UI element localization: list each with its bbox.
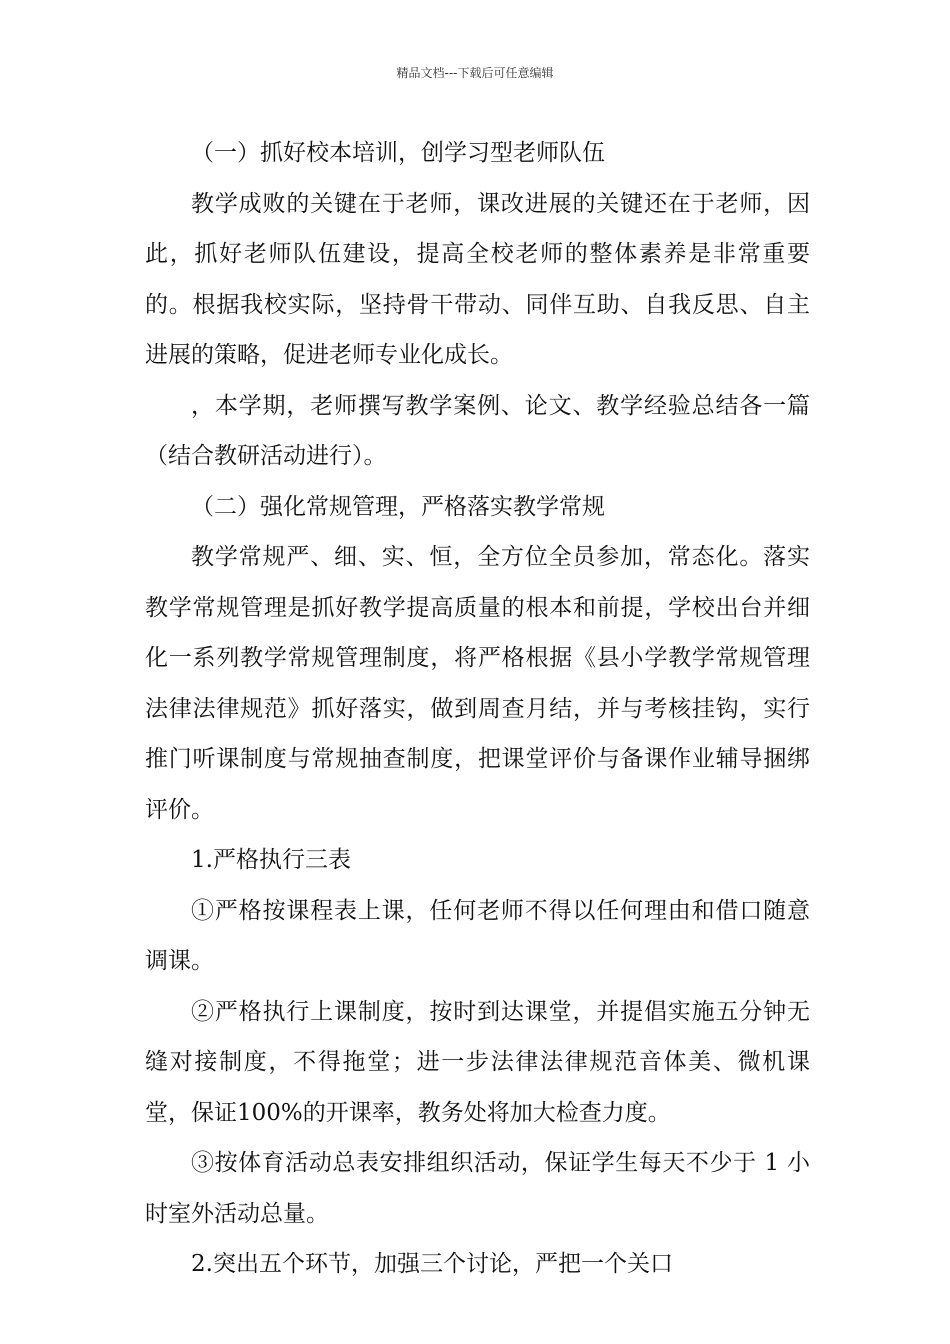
paragraph: 教学常规严、细、实、恒，全方位全员参加，常态化。落实教学常规管理是抓好教学提高质量的根本和前提，学校出台并细化一系列教学常规管理制度，将严格根据《县小学教学常规管理法律法律规范》抓好落实，做到周查月结，并与考核挂钩，实行推门听课制度与常规抽查制度，把课堂评价与备课作业辅导捆绑评价。 [145, 544, 810, 823]
document-body [145, 128, 810, 1290]
paragraph: 教学成败的关键在于老师，课改进展的关键还在于老师，因此，抓好老师队伍建设，提高全校老师的整体素养是非常重要的。根据我校实际，坚持骨干带动、同伴互助、自我反思、自主进展的策略，促进老师专业化成长。 [145, 190, 810, 368]
list-item: ②严格执行上课制度，按时到达课堂，并提倡实施五分钟无缝对接制度，不得拖堂；进一步法律法律规范音体美、微机课堂，保证100%的开课率，教务处将加大检查力度。 [145, 998, 810, 1126]
section-heading-2: （二）强化常规管理，严格落实教学常规 [191, 493, 605, 520]
section-heading-1: （一）抓好校本培训，创学习型老师队伍 [191, 140, 605, 166]
subheading: 2.突出五个环节，加强三个讨论，严把一个关口 [191, 1251, 673, 1277]
paragraph: ，本学期，老师撰写教学案例、论文、教学经验总结各一篇（结合教研活动进行）。 [145, 392, 810, 469]
list-item: ③按体育活动总表安排组织活动，保证学生每天不少于 1 小时室外活动总量。 [145, 1150, 810, 1227]
list-item: ①严格按课程表上课，任何老师不得以任何理由和借口随意调课。 [145, 897, 810, 974]
page-header: 精品文档---下载后可任意编辑 [396, 66, 554, 80]
subheading: 1.严格执行三表 [191, 847, 351, 873]
